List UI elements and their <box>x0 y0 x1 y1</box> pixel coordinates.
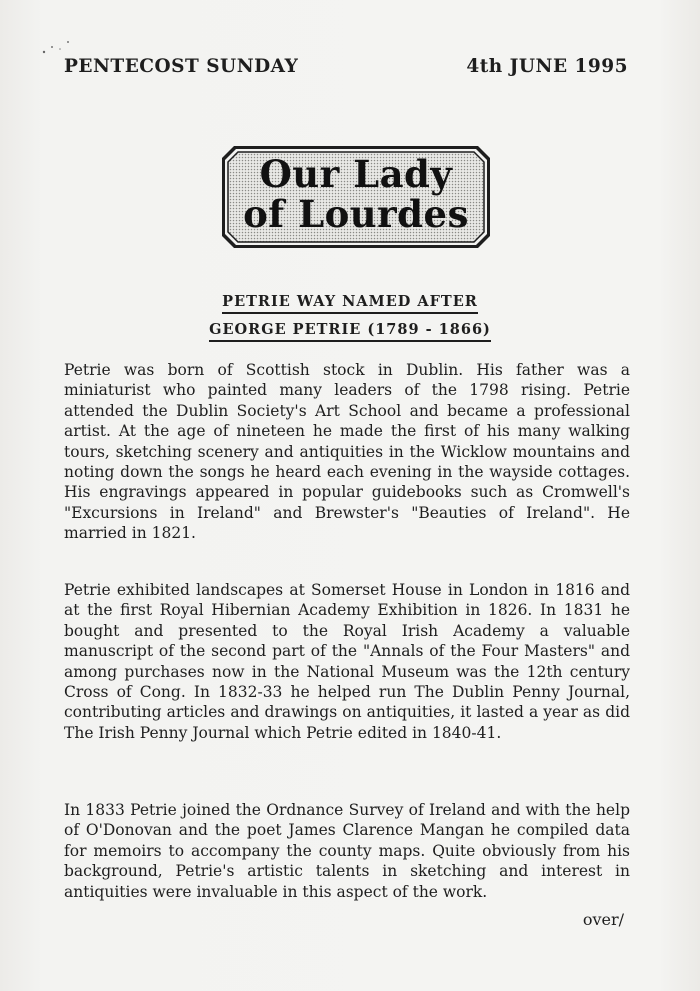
article-paragraph-1: Petrie was born of Scottish stock in Dublin. His father was a miniaturist who painted many leaders of the 1798 rising. Petrie attended the Dublin Society's Art School and became a professional artist. At the age of nineteen he made the first of his many walking tours, sketching scenery and antiquities in the Wicklow mountains and noting down the songs he heard each evening in the wayside cottages. His engravings appeared in popular guidebooks such as Cromwell's "Excursions in Ireland" and Brewster's "Beauties of Ireland". He married in 1821. <box>64 361 630 543</box>
parish-title-plaque <box>220 144 492 250</box>
continued-over-note: over/ <box>582 910 624 929</box>
occasion-label: PENTECOST SUNDAY <box>64 56 299 77</box>
article-heading-line-2: GEORGE PETRIE (1789 - 1866) <box>0 321 700 342</box>
article-heading-line-1: PETRIE WAY NAMED AFTER <box>0 293 700 314</box>
title-line-2: of Lourdes <box>243 192 469 236</box>
article-paragraph-2: Petrie exhibited landscapes at Somerset House in London in 1816 and at the first Royal Hibernian Academy Exhibition in 1826. In 1831 he bought and presented to the Royal Irish Academy a valuable manuscript of the second part of the "Annals of the Four Masters" and among purchases now in the National Museum was the 12th century Cross of Cong. In 1832-33 he helped run The Dublin Penny Journal, contributing articles and drawings on antiquities, it lasted a year as did The Irish Penny Journal which Petrie edited in 1840-41. <box>64 581 630 742</box>
date-label: 4th JUNE 1995 <box>466 56 628 77</box>
paper-specks <box>38 38 78 58</box>
title-line-1: Our Lady <box>259 152 453 196</box>
article-paragraph-3: In 1833 Petrie joined the Ordnance Survey of Ireland and with the help of O'Donovan and the poet James Clarence Mangan he compiled data for memoirs to accompany the county maps. Quite obviously from his background, Petrie's artistic talents in sketching and interest in antiquities were invaluable in this aspect of the work. <box>64 801 630 901</box>
